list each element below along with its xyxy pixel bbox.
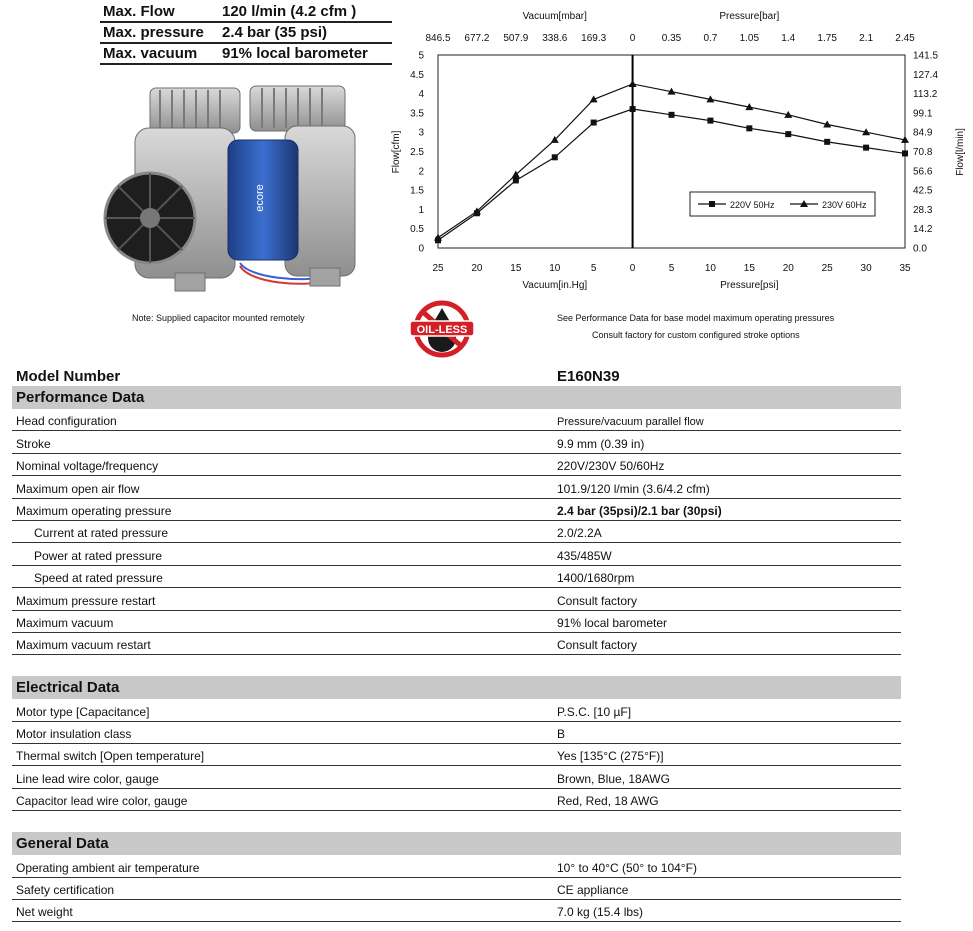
bottom-tick-label: 5 bbox=[668, 263, 675, 274]
legend-marker-square bbox=[709, 201, 715, 207]
summary-label: Max. Flow bbox=[103, 3, 175, 20]
performance-note: See Performance Data for base model maximum operating pressures bbox=[557, 313, 835, 323]
data-point-square bbox=[630, 106, 636, 112]
y-axis-label-right: Flow[l/min] bbox=[955, 128, 966, 176]
bottom-tick-label: 25 bbox=[432, 263, 444, 274]
spec-label: Motor insulation class bbox=[16, 727, 132, 742]
spec-value: P.S.C. [10 µF] bbox=[557, 704, 632, 719]
data-point-square bbox=[513, 177, 519, 183]
summary-value: 2.4 bar (35 psi) bbox=[222, 24, 328, 41]
spec-value: 220V/230V 50/60Hz bbox=[557, 459, 665, 474]
summary-row bbox=[100, 23, 392, 44]
pump-image bbox=[100, 78, 370, 300]
spec-label: Current at rated pressure bbox=[34, 526, 169, 541]
data-point-square bbox=[669, 112, 675, 118]
spec-value: 7.0 kg (15.4 lbs) bbox=[557, 905, 644, 920]
spec-row bbox=[12, 744, 901, 766]
left-tick-label: 4.5 bbox=[410, 69, 424, 81]
right-tick-label: 84.9 bbox=[913, 127, 933, 139]
right-tick-label: 127.4 bbox=[913, 69, 939, 81]
spec-value: CE appliance bbox=[557, 883, 629, 898]
bottom-tick-label: 5 bbox=[590, 263, 597, 274]
spec-value: 2.0/2.2A bbox=[557, 526, 602, 541]
data-point-triangle bbox=[629, 80, 637, 87]
spec-value: 2.4 bar (35psi)/2.1 bar (30psi) bbox=[557, 503, 722, 518]
bottom-tick-label: 15 bbox=[510, 263, 522, 274]
spec-value: 1400/1680rpm bbox=[557, 571, 635, 586]
right-tick-label: 113.2 bbox=[913, 89, 938, 101]
spec-value: Pressure/vacuum parallel flow bbox=[557, 416, 704, 429]
y-axis-label-left: Flow[cfm] bbox=[391, 130, 402, 174]
spec-value: 101.9/120 l/min (3.6/4.2 cfm) bbox=[557, 481, 710, 496]
section-header: General Data bbox=[12, 832, 901, 855]
spec-row bbox=[12, 521, 901, 543]
spec-label: Motor type [Capacitance] bbox=[16, 704, 150, 719]
spec-row bbox=[12, 611, 901, 633]
summary-label: Max. pressure bbox=[103, 24, 204, 41]
model-number-label: Model Number bbox=[16, 368, 121, 385]
model-number-row bbox=[12, 366, 901, 386]
spec-label: Operating ambient air temperature bbox=[16, 860, 200, 875]
top-tick-label: 1.75 bbox=[817, 33, 837, 44]
data-point-square bbox=[707, 118, 713, 124]
right-tick-label: 14.2 bbox=[913, 224, 933, 236]
spec-row bbox=[12, 409, 901, 431]
data-point-square bbox=[902, 150, 908, 156]
bottom-tick-label: 10 bbox=[549, 263, 561, 274]
spec-value: Yes [135°C (275°F)] bbox=[557, 749, 664, 764]
right-tick-label: 99.1 bbox=[913, 108, 933, 120]
legend-label: 230V 60Hz bbox=[822, 200, 867, 210]
spec-label: Head configuration bbox=[16, 414, 117, 429]
bottom-tick-label: 20 bbox=[782, 263, 794, 274]
right-tick-label: 42.5 bbox=[913, 185, 933, 197]
top-tick-label: 169.3 bbox=[581, 33, 607, 44]
spec-label: Stroke bbox=[16, 436, 51, 451]
spec-label: Maximum open air flow bbox=[16, 481, 140, 496]
top-tick-label: 0.35 bbox=[661, 33, 682, 44]
spec-row bbox=[12, 454, 901, 476]
bottom-tick-label: 25 bbox=[821, 263, 833, 274]
spec-row bbox=[12, 499, 901, 521]
top-tick-label: 1.05 bbox=[739, 33, 760, 44]
model-number-value: E160N39 bbox=[557, 368, 620, 385]
bottom-tick-label: 20 bbox=[471, 263, 483, 274]
data-point-triangle bbox=[434, 234, 442, 241]
bottom-tick-label: 15 bbox=[743, 263, 755, 274]
top-tick-label: 0 bbox=[629, 33, 636, 44]
data-point-square bbox=[552, 154, 558, 160]
top-tick-label: 507.9 bbox=[503, 33, 529, 44]
bottom-tick-label: 35 bbox=[899, 263, 911, 274]
top-tick-label: 0.7 bbox=[703, 33, 718, 44]
left-tick-label: 1 bbox=[418, 204, 424, 216]
spec-label: Maximum vacuum bbox=[16, 615, 114, 630]
bottom-tick-label: 30 bbox=[860, 263, 872, 274]
section-header: Performance Data bbox=[12, 386, 901, 409]
top-tick-label: 677.2 bbox=[464, 33, 490, 44]
left-tick-label: 3.5 bbox=[410, 108, 424, 120]
spec-label: Net weight bbox=[16, 905, 73, 920]
section-spacer bbox=[12, 811, 901, 832]
spec-row bbox=[12, 431, 901, 453]
spec-table bbox=[12, 366, 901, 922]
data-point-square bbox=[591, 120, 597, 126]
spec-label: Maximum vacuum restart bbox=[16, 638, 151, 653]
spec-label: Power at rated pressure bbox=[34, 548, 163, 563]
summary-value: 91% local barometer bbox=[222, 45, 368, 62]
spec-row bbox=[12, 766, 901, 788]
plot-frame bbox=[438, 55, 905, 248]
left-tick-label: 1.5 bbox=[410, 185, 424, 197]
spec-label: Line lead wire color, gauge bbox=[16, 771, 159, 786]
spec-value: B bbox=[557, 727, 566, 742]
data-point-square bbox=[785, 131, 791, 137]
spec-row bbox=[12, 543, 901, 565]
left-tick-label: 2 bbox=[418, 166, 424, 178]
photo-note: Note: Supplied capacitor mounted remotely bbox=[132, 313, 305, 323]
spec-label: Safety certification bbox=[16, 883, 115, 898]
right-tick-label: 141.5 bbox=[913, 50, 939, 62]
spec-row bbox=[12, 878, 901, 900]
spec-row bbox=[12, 476, 901, 498]
right-tick-label: 70.8 bbox=[913, 147, 933, 158]
left-tick-label: 0 bbox=[418, 243, 424, 255]
x-axis-label-left: Vacuum[in.Hg] bbox=[522, 280, 588, 291]
left-tick-label: 0.5 bbox=[410, 224, 424, 236]
performance-note: Consult factory for custom configured stroke options bbox=[592, 330, 800, 340]
oil-less-badge-icon bbox=[408, 300, 476, 358]
left-tick-label: 5 bbox=[418, 50, 424, 62]
spec-label: Nominal voltage/frequency bbox=[16, 459, 159, 474]
data-point-square bbox=[824, 139, 830, 145]
spec-value: Consult factory bbox=[557, 593, 638, 608]
summary-label: Max. vacuum bbox=[103, 45, 198, 62]
spec-label: Thermal switch [Open temperature] bbox=[16, 749, 205, 764]
performance-chart bbox=[385, 0, 973, 300]
section-spacer bbox=[12, 655, 901, 676]
summary-value: 120 l/min (4.2 cfm ) bbox=[222, 3, 357, 20]
data-point-square bbox=[863, 145, 869, 151]
spec-row bbox=[12, 855, 901, 877]
right-tick-label: 0.0 bbox=[913, 243, 927, 255]
summary-table bbox=[100, 2, 392, 65]
left-tick-label: 4 bbox=[418, 89, 424, 101]
pump-brand-label: ecore bbox=[254, 184, 266, 212]
bottom-tick-label: 0 bbox=[629, 263, 636, 274]
summary-row bbox=[100, 44, 392, 65]
summary-row bbox=[100, 2, 392, 23]
spec-row bbox=[12, 633, 901, 655]
spec-row bbox=[12, 789, 901, 811]
top-tick-label: 2.45 bbox=[895, 33, 915, 44]
right-tick-label: 56.6 bbox=[913, 166, 933, 178]
top-axis-title-left: Vacuum[mbar] bbox=[522, 11, 587, 22]
spec-row bbox=[12, 722, 901, 744]
spec-label: Capacitor lead wire color, gauge bbox=[16, 794, 188, 809]
spec-value: 9.9 mm (0.39 in) bbox=[557, 436, 645, 451]
top-tick-label: 846.5 bbox=[425, 33, 451, 44]
spec-label: Speed at rated pressure bbox=[34, 571, 163, 586]
spec-label: Maximum pressure restart bbox=[16, 593, 156, 608]
series-line bbox=[438, 109, 905, 240]
spec-value: 435/485W bbox=[557, 548, 612, 563]
spec-sections bbox=[12, 386, 901, 922]
top-tick-label: 2.1 bbox=[859, 33, 874, 44]
spec-row bbox=[12, 588, 901, 610]
top-axis-title-right: Pressure[bar] bbox=[719, 11, 780, 22]
bottom-tick-label: 10 bbox=[704, 263, 716, 274]
left-tick-label: 2.5 bbox=[410, 147, 424, 158]
spec-value: Consult factory bbox=[557, 638, 638, 653]
spec-value: Red, Red, 18 AWG bbox=[557, 794, 659, 809]
spec-row bbox=[12, 566, 901, 588]
spec-label: Maximum operating pressure bbox=[16, 503, 172, 518]
x-axis-label-right: Pressure[psi] bbox=[720, 280, 779, 291]
oil-less-badge-text: OIL-LESS bbox=[416, 324, 468, 336]
legend-label: 220V 50Hz bbox=[730, 200, 775, 210]
left-tick-label: 3 bbox=[418, 127, 424, 139]
spec-value: 10° to 40°C (50° to 104°F) bbox=[557, 860, 697, 875]
spec-row bbox=[12, 900, 901, 922]
spec-value: 91% local barometer bbox=[557, 615, 668, 630]
top-tick-label: 1.4 bbox=[781, 33, 796, 44]
right-tick-label: 28.3 bbox=[913, 204, 933, 216]
spec-value: Brown, Blue, 18AWG bbox=[557, 771, 670, 786]
spec-row bbox=[12, 699, 901, 721]
data-point-square bbox=[746, 125, 752, 131]
section-header: Electrical Data bbox=[12, 676, 901, 699]
top-tick-label: 338.6 bbox=[542, 33, 568, 44]
